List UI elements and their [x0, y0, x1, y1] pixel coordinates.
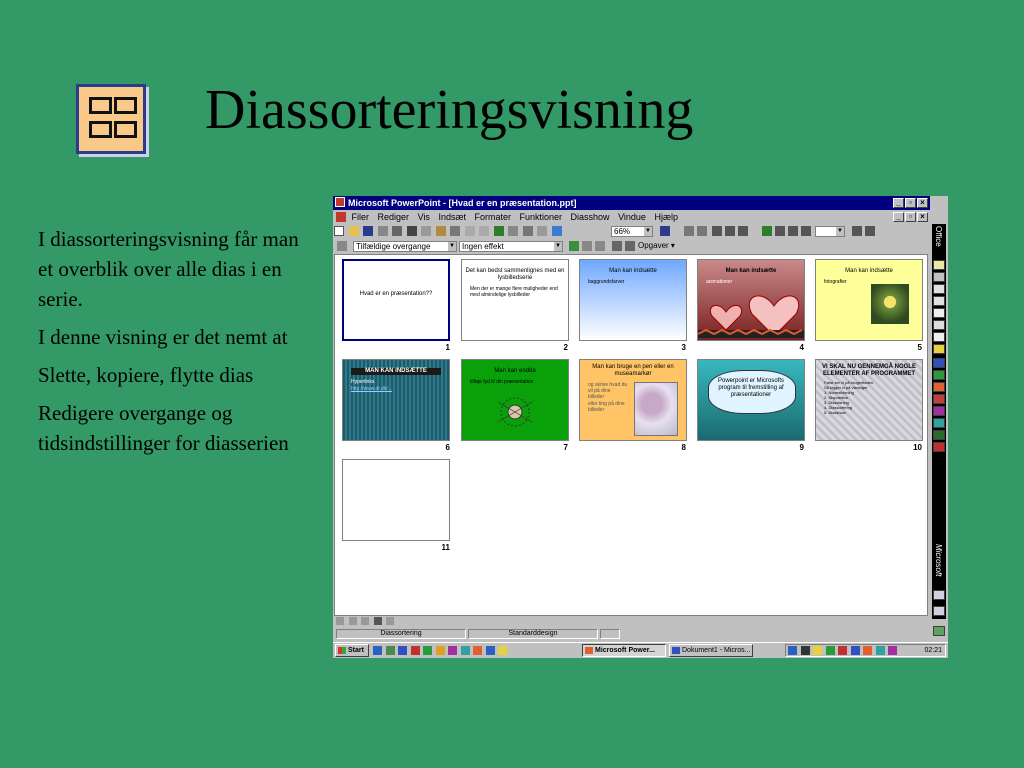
menu-hjaelp[interactable]: Hjælp [654, 212, 678, 222]
quick-launch-icon[interactable] [386, 646, 395, 655]
office-shortcut-icon[interactable] [933, 284, 945, 294]
help-icon[interactable] [660, 226, 670, 236]
paste-icon[interactable] [436, 226, 446, 236]
slide-thumb-bullet: Først ser vi på brugerfladen [824, 380, 874, 385]
bullet: Redigere overgange og tidsindstillinger for diasserien [38, 401, 289, 455]
tray-icon[interactable] [888, 646, 897, 655]
menu-filer[interactable]: Filer [351, 212, 370, 222]
slide-number: 4 [799, 343, 804, 352]
print-icon[interactable] [378, 226, 388, 236]
powerpoint-window [333, 196, 948, 658]
slide-thumb-bullet: Så kigger vi på visninger [824, 385, 868, 390]
line-icon[interactable] [775, 226, 785, 236]
window-title: Microsoft PowerPoint - [Hvad er en præsentation.ppt] [348, 198, 577, 208]
font-size-combo[interactable] [815, 226, 845, 237]
slide-thumb-bullet: animationer [706, 279, 733, 285]
frontpage-icon[interactable] [933, 430, 945, 440]
tasks-button[interactable]: Opgaver ▾ [638, 241, 675, 250]
tray-icon[interactable] [838, 646, 847, 655]
slide-thumb-title: Man kan indsætte [725, 268, 777, 274]
outlook-icon[interactable] [933, 418, 945, 428]
animation-icon[interactable] [712, 226, 722, 236]
quick-launch-icon[interactable] [486, 646, 495, 655]
slide-thumbnail-9[interactable] [697, 359, 805, 441]
slide-thumbnail-11[interactable] [342, 459, 450, 541]
slide-thumbnail-1[interactable] [342, 259, 450, 341]
word-icon [672, 647, 680, 654]
effect-combo[interactable] [459, 241, 563, 252]
slide-thumb-title: MAN KAN INDSÆTTE [351, 368, 441, 375]
quick-launch-icon[interactable] [461, 646, 470, 655]
slide-sorter-view-icon[interactable] [374, 617, 382, 625]
chevron-down-icon: ▼ [555, 243, 561, 249]
office-shortcut-icon[interactable] [933, 344, 945, 354]
minimize-button[interactable]: _ [893, 198, 904, 208]
view-buttons-bar [334, 616, 928, 627]
slide-thumb-bullet: 4. Diassortering [824, 405, 853, 410]
format-painter-icon[interactable] [450, 226, 460, 236]
quick-launch-icon[interactable] [411, 646, 420, 655]
office-shortcut-icon[interactable] [933, 626, 945, 636]
slide-number: 1 [445, 343, 450, 352]
effect-value: Ingen effekt [462, 242, 504, 251]
slide-thumb-title: Man kan endda [494, 368, 536, 374]
save-icon[interactable] [363, 226, 373, 236]
system-tray [785, 644, 946, 657]
slide-design-icon[interactable] [697, 226, 707, 236]
rehearse-icon[interactable] [582, 241, 592, 251]
slide-thumb-bullet: 5. Diasshow [824, 410, 846, 415]
office-label: Office [934, 226, 943, 247]
summary-slide-icon[interactable] [595, 241, 605, 251]
close-button[interactable]: × [917, 198, 928, 208]
quick-launch-icon[interactable] [398, 646, 407, 655]
slide-thumb-title: Hvad er en præsentation?? [359, 291, 433, 297]
menu-rediger[interactable]: Rediger [377, 212, 410, 222]
slide-title: Diassorteringsvisning [205, 79, 694, 141]
slide-thumb-link: http://www.dr.dk/... [351, 386, 392, 392]
flower-photo [871, 284, 909, 324]
hyperlink-icon[interactable] [494, 226, 504, 236]
hearts-animation-image [698, 282, 805, 341]
quick-launch-icon[interactable] [498, 646, 507, 655]
menu-vindue[interactable]: Vindue [618, 212, 646, 222]
slide-thumbnail-2[interactable] [461, 259, 569, 341]
menu-funktioner[interactable]: Funktioner [519, 212, 563, 222]
doc-close-button[interactable]: × [917, 212, 928, 222]
tray-icon[interactable] [851, 646, 860, 655]
powerpoint-app-icon [335, 197, 345, 207]
cut-icon[interactable] [407, 226, 417, 236]
quick-launch [373, 645, 508, 656]
effects-icon[interactable] [725, 226, 735, 236]
slide-thumb-bullet: og skrive hvad du vil på dine billeder [588, 382, 628, 400]
menu-vis[interactable]: Vis [417, 212, 430, 222]
taskbar-task-word[interactable] [669, 644, 753, 657]
office-shortcut-icon[interactable] [933, 296, 945, 306]
transition-icon[interactable] [337, 241, 347, 251]
chevron-down-icon: ▼ [449, 243, 455, 249]
ie-icon[interactable] [373, 646, 382, 655]
standard-toolbar [333, 224, 930, 239]
slide-thumb-bullets [824, 380, 922, 415]
word-icon[interactable] [933, 358, 945, 368]
hide-slide-icon[interactable] [569, 241, 579, 251]
slide-thumb-bullet: 3. Diasvisning [824, 400, 849, 405]
slide-thumb-title: Man kan indsætte [609, 268, 657, 274]
slide-thumb-bullet: tilføje lyd til din præsentation [470, 379, 534, 385]
slide-number: 2 [563, 343, 568, 352]
zoom-value: 66% [614, 227, 631, 236]
bullet: I denne visning er det nemt at [38, 325, 288, 349]
slide-thumbnail-3[interactable] [579, 259, 687, 341]
tray-icon[interactable] [826, 646, 835, 655]
tray-icon[interactable] [788, 646, 797, 655]
transition-combo[interactable] [353, 241, 457, 252]
slide-view-icon[interactable] [361, 617, 369, 625]
slide-thumb-title: Powerpoint er Microsofts program til fremstilling af præsentationer [717, 378, 785, 398]
slide-number: 9 [799, 443, 804, 452]
table-icon[interactable] [508, 226, 518, 236]
slide-thumb-title: Man kan indsætte [845, 268, 893, 274]
office-shortcut-icon[interactable] [933, 332, 945, 342]
clock: 02:21 [924, 647, 942, 654]
slide-thumb-title: VI SKAL NU GENNEMGÅ NOGLE ELEMENTER AF PROGRAMMET [822, 364, 916, 377]
spelling-icon[interactable] [392, 226, 402, 236]
outline-view-icon[interactable] [349, 617, 357, 625]
quick-launch-icon[interactable] [473, 646, 482, 655]
task-label: Microsoft Power... [595, 647, 655, 654]
undo-icon[interactable] [465, 226, 475, 236]
slide-thumbnail-8[interactable] [579, 359, 687, 441]
office-shortcut-icon[interactable] [933, 590, 945, 600]
slide-layout-icon[interactable] [684, 226, 694, 236]
slide-thumb-bullet: 1. Normalvisning [824, 390, 854, 395]
slide-show-icon[interactable] [386, 617, 394, 625]
normal-view-icon[interactable] [336, 617, 344, 625]
slide-sorter-toolbar [333, 239, 930, 254]
text-icon[interactable] [738, 226, 748, 236]
slide-sorter-pane [334, 254, 928, 616]
zoom-combo[interactable] [611, 226, 653, 237]
doc-restore-button[interactable]: ▫ [905, 212, 916, 222]
drawing-photo [634, 382, 678, 436]
bold-icon[interactable] [852, 226, 862, 236]
slide-thumbnail-7[interactable] [461, 359, 569, 441]
italic-icon[interactable] [865, 226, 875, 236]
slide-number: 7 [563, 443, 568, 452]
excel-icon[interactable] [933, 370, 945, 380]
windows-logo-icon [338, 647, 346, 654]
windows-taskbar [333, 642, 948, 658]
slide-number: 3 [681, 343, 686, 352]
redo-icon[interactable] [479, 226, 489, 236]
open-icon[interactable] [349, 226, 359, 236]
menu-indsaet[interactable]: Indsæt [438, 212, 466, 222]
slide-number: 5 [917, 343, 922, 352]
menu-formater[interactable]: Formater [474, 212, 511, 222]
slide-thumbnail-5[interactable] [815, 259, 923, 341]
chart-icon[interactable] [523, 226, 533, 236]
grayscale-icon[interactable] [552, 226, 562, 236]
status-empty [600, 629, 620, 639]
tray-icon[interactable] [876, 646, 885, 655]
slide-thumb-bullet: fotografier [824, 279, 847, 285]
powerpoint-icon [585, 647, 593, 654]
tray-icon[interactable] [801, 646, 810, 655]
sound-clipart [490, 392, 540, 432]
start-label: Start [348, 647, 364, 654]
powerpoint-icon[interactable] [933, 382, 945, 392]
quick-launch-icon[interactable] [436, 646, 445, 655]
slide-thumbnail-6[interactable] [342, 359, 450, 441]
chevron-down-icon: ▼ [645, 228, 651, 234]
bullet: I diassorteringsvisning får man et overblik over alle dias i en serie. [38, 227, 299, 311]
office-shortcut-bar [930, 196, 948, 642]
bullet-icon[interactable] [788, 226, 798, 236]
office-shortcut-icon[interactable] [933, 272, 945, 282]
quick-launch-icon[interactable] [423, 646, 432, 655]
draw-icon[interactable] [762, 226, 772, 236]
tray-icon[interactable] [863, 646, 872, 655]
slide-thumb-bullet: Hyperlinks [351, 379, 375, 385]
slide-bullets [38, 224, 300, 466]
microsoft-label: Microsoft [934, 544, 943, 577]
office-shortcut-icon[interactable] [933, 606, 945, 616]
new-slide-icon[interactable] [537, 226, 547, 236]
office-shortcut-icon[interactable] [933, 442, 945, 452]
slide-thumbnail-4[interactable] [697, 259, 805, 341]
publisher-icon[interactable] [933, 406, 945, 416]
slide-thumbnail-10[interactable] [815, 359, 923, 441]
transition-value: Tilfældige overgange [356, 242, 431, 251]
window-titlebar[interactable] [333, 196, 930, 210]
slide-sorter-icon [76, 84, 146, 154]
task-label: Dokument1 - Micros... [682, 647, 751, 654]
slide-thumb-bullet: eller ting på dine billeder [588, 401, 625, 413]
taskbar-task-powerpoint[interactable] [582, 644, 666, 657]
status-bar [334, 628, 928, 640]
document-icon [336, 212, 346, 222]
slide-thumb-bullet: Men der er mange flere muligheder end med almindelige lysbilleder [470, 286, 558, 298]
office-shortcut-icon[interactable] [933, 320, 945, 330]
menu-diasshow[interactable]: Diasshow [570, 212, 610, 222]
copy-icon[interactable] [421, 226, 431, 236]
access-icon[interactable] [933, 394, 945, 404]
office-shortcut-icon[interactable] [933, 308, 945, 318]
slide-thumb-bullet: baggrundsfarver [588, 279, 625, 285]
slide-number: 6 [445, 443, 450, 452]
tray-icon[interactable] [813, 646, 822, 655]
status-design: Standarddesign [468, 629, 598, 639]
align-icon[interactable] [801, 226, 811, 236]
show-formatting-icon[interactable] [612, 241, 622, 251]
slide-number: 10 [913, 443, 922, 452]
slide-number: 11 [441, 543, 450, 552]
slide-thumb-bullet: 2. Disposition [824, 395, 849, 400]
quick-launch-icon[interactable] [448, 646, 457, 655]
slide-number: 8 [681, 443, 686, 452]
restore-button[interactable]: ▫ [905, 198, 916, 208]
slide-thumb-title: Man kan bruge en pen eller en museamarkør [592, 364, 674, 377]
menu-bar [333, 210, 930, 224]
doc-minimize-button[interactable]: _ [893, 212, 904, 222]
status-view: Diassortering [336, 629, 466, 639]
new-icon[interactable] [334, 226, 344, 236]
start-button[interactable] [335, 644, 369, 657]
chevron-down-icon: ▼ [837, 228, 843, 234]
bullet: Slette, kopiere, flytte dias [38, 363, 254, 387]
slide-thumb-title: Det kan bedst sammenlignes med en lysbilledserie [465, 268, 565, 281]
office-shortcut-icon[interactable] [933, 260, 945, 270]
speaker-notes-icon[interactable] [625, 241, 635, 251]
